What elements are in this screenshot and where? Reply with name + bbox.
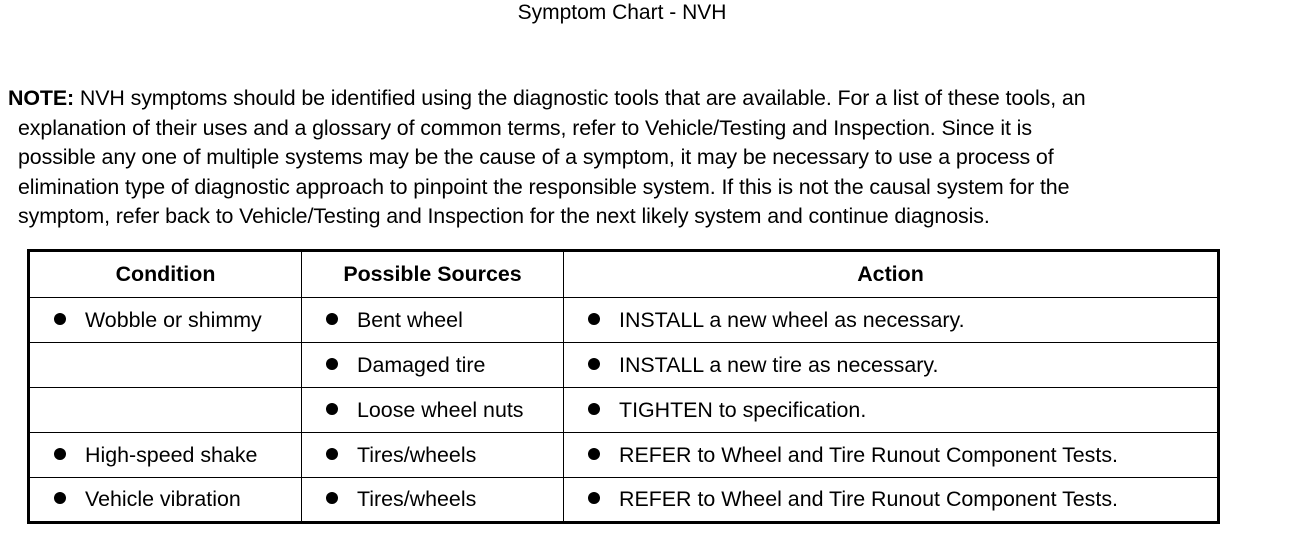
table-row [29,343,1219,388]
source-cell [302,478,564,523]
bullet-icon [326,358,338,370]
action-text: REFER to Wheel and Tire Runout Component Tests. [619,442,1118,467]
condition-cell [29,388,302,433]
action-text: TIGHTEN to specification. [619,397,867,422]
note-text-4: elimination type of diagnostic approach to pinpoint the responsible system. If this is not the causal system for the [18,174,1070,199]
bullet-icon [326,448,338,460]
source-cell [302,298,564,343]
action-cell [564,433,1219,478]
bullet-icon [326,313,338,325]
header-action: Action [564,251,1219,298]
condition-cell [29,298,302,343]
condition-cell [29,478,302,523]
source-cell [302,343,564,388]
source-cell [302,388,564,433]
action-cell [564,388,1219,433]
table-header-row [29,251,1219,298]
action-text: REFER to Wheel and Tire Runout Component Tests. [619,487,1118,511]
action-cell [564,298,1219,343]
action-cell [564,343,1219,388]
note-text-3: possible any one of multiple systems may be the cause of a symptom, it may be necessary to use a process of [18,145,1054,170]
note-text-1: NVH symptoms should be identified using the diagnostic tools that are available. For a list of these tools, an [79,86,1086,110]
note-text-2: explanation of their uses and a glossary of common terms, refer to Vehicle/Testing and Inspection. Since it is [18,115,1032,140]
action-text: INSTALL a new wheel as necessary. [619,307,965,332]
bullet-icon [588,403,600,415]
bullet-icon [54,492,66,504]
symptom-table [27,249,1220,524]
bullet-icon [326,403,338,415]
table-row [29,433,1219,478]
action-text: INSTALL a new tire as necessary. [619,352,939,377]
source-cell [302,433,564,478]
bullet-icon [588,313,600,325]
condition-text: High-speed shake [85,442,258,467]
bullet-icon [326,492,338,504]
source-text: Loose wheel nuts [357,397,524,422]
bullet-icon [54,313,66,325]
note-label: NOTE: [8,86,75,110]
source-text: Damaged tire [357,352,486,377]
bullet-icon [588,448,600,460]
bullet-icon [54,448,66,460]
source-text: Bent wheel [357,307,463,332]
header-possible-sources: Possible Sources [302,251,564,298]
condition-cell [29,343,302,388]
table-row [29,478,1219,523]
note-text-5: symptom, refer back to Vehicle/Testing and Inspection for the next likely system and continue diagnosis. [18,204,990,229]
bullet-icon [588,358,600,370]
header-condition: Condition [29,251,302,298]
page-title: Symptom Chart - NVH [517,1,727,24]
condition-cell [29,433,302,478]
source-text: Tires/wheels [357,442,477,467]
source-text: Tires/wheels [357,487,477,511]
note-paragraph [8,84,1298,232]
action-cell [564,478,1219,523]
table-row [29,388,1219,433]
condition-text: Wobble or shimmy [85,307,262,332]
note-line-1 [8,84,1298,114]
condition-text: Vehicle vibration [85,487,241,511]
bullet-icon [588,492,600,504]
table-row [29,298,1219,343]
